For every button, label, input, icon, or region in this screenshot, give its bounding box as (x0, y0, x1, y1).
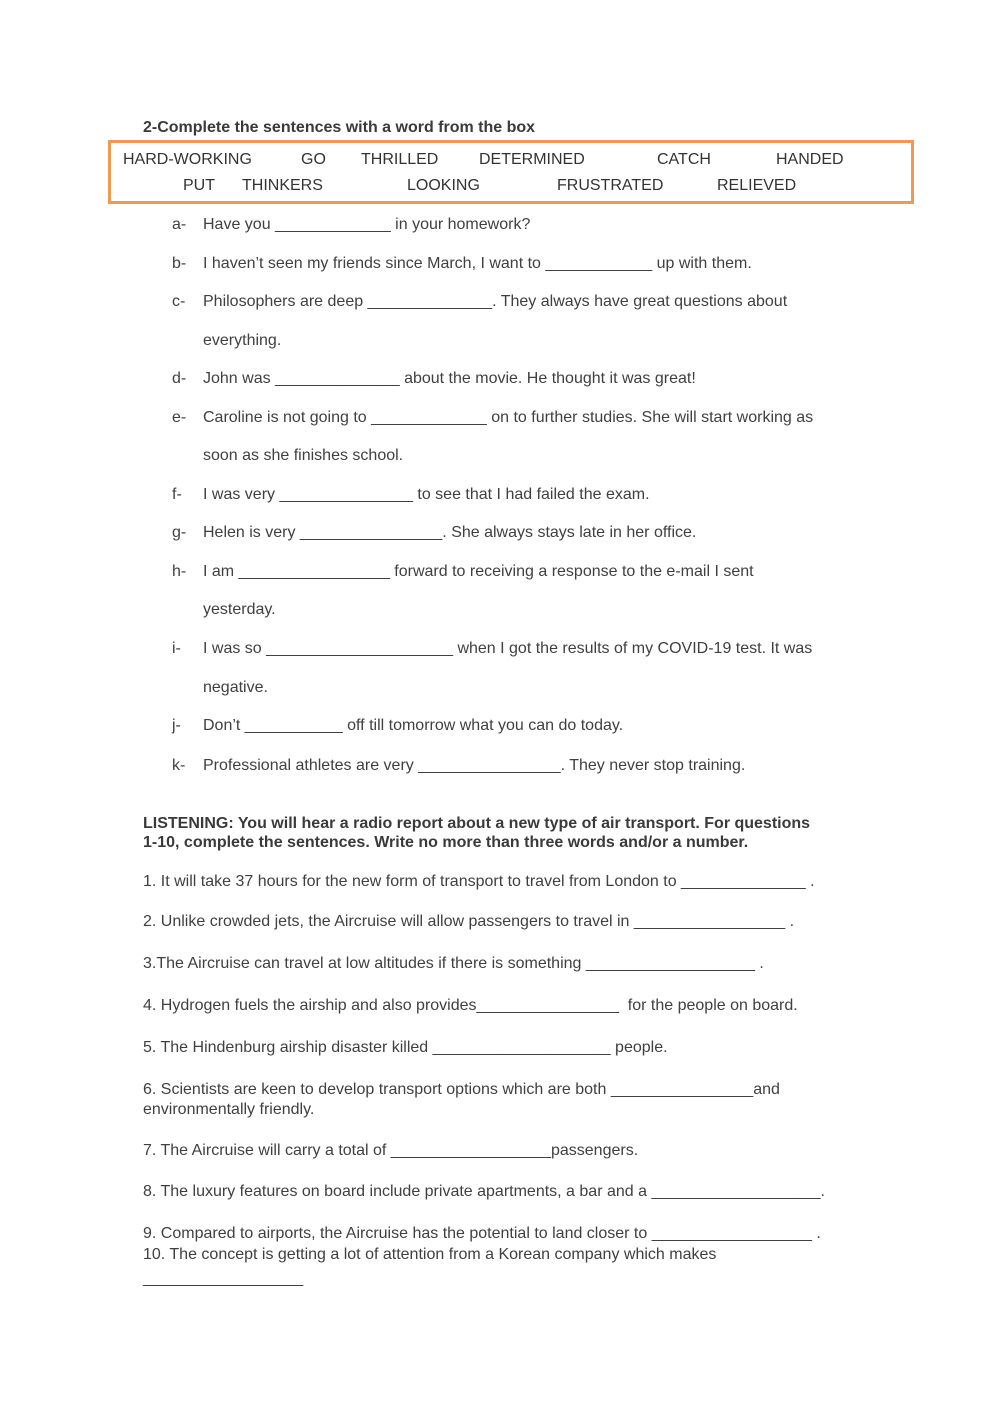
sentence-letter: e- (172, 409, 187, 426)
sentence-continuation: yesterday. (203, 601, 276, 618)
sentence-continuation: negative. (203, 679, 268, 696)
word-go: GO (301, 151, 326, 168)
listening-question: 3.The Aircruise can travel at low altitudes if there is something ___________________ . (143, 955, 764, 972)
word-frustrated: FRUSTRATED (557, 177, 664, 194)
listening-question: 7. The Aircruise will carry a total of __________________passengers. (143, 1142, 639, 1159)
listening-title-line1: LISTENING: You will hear a radio report about a new type of air transport. For questions (143, 815, 811, 832)
sentence-text: Helen is very ________________. She always stays late in her office. (203, 524, 697, 541)
word-looking: LOOKING (407, 177, 480, 194)
listening-title-line2: 1-10, complete the sentences. Write no more than three words and/or a number. (143, 834, 749, 851)
sentence-text: Caroline is not going to _____________ on to further studies. She will start working as (203, 409, 814, 426)
listening-question: 8. The luxury features on board include private apartments, a bar and a ___________________. (143, 1183, 825, 1200)
listening-question: 6. Scientists are keen to develop transport options which are both ________________and (143, 1081, 780, 1098)
sentence-text: John was ______________ about the movie. He thought it was great! (203, 370, 696, 387)
sentence-letter: d- (172, 370, 187, 387)
sentence-letter: j- (172, 717, 181, 734)
sentence-text: I am _________________ forward to receiving a response to the e-mail I sent (203, 563, 754, 580)
listening-question: 10. The concept is getting a lot of attention from a Korean company which makes (143, 1246, 717, 1263)
sentence-letter: b- (172, 255, 187, 272)
sentence-continuation: soon as she finishes school. (203, 447, 404, 464)
listening-question-continuation: environmentally friendly. (143, 1101, 315, 1118)
sentence-text: Don’t ___________ off till tomorrow what you can do today. (203, 717, 624, 734)
sentence-text: I haven’t seen my friends since March, I want to ____________ up with them. (203, 255, 752, 272)
sentence-letter: c- (172, 293, 186, 310)
word-determined: DETERMINED (479, 151, 585, 168)
sentence-continuation: everything. (203, 332, 282, 349)
sentence-letter: h- (172, 563, 187, 580)
word-handed: HANDED (776, 151, 844, 168)
listening-question: 5. The Hindenburg airship disaster killed ____________________ people. (143, 1039, 668, 1056)
sentence-letter: k- (172, 757, 186, 774)
sentence-letter: i- (172, 640, 181, 657)
word-relieved: RELIEVED (717, 177, 797, 194)
word-thinkers: THINKERS (242, 177, 323, 194)
word-thrilled: THRILLED (361, 151, 439, 168)
sentence-text: I was very _______________ to see that I had failed the exam. (203, 486, 650, 503)
sentence-letter: f- (172, 486, 182, 503)
word-catch: CATCH (657, 151, 711, 168)
listening-question: 4. Hydrogen fuels the airship and also provides________________ for the people on board. (143, 997, 798, 1014)
sentence-text: I was so _____________________ when I got the results of my COVID-19 test. It was (203, 640, 813, 657)
sentence-letter: g- (172, 524, 187, 541)
section2-title: 2-Complete the sentences with a word from the box (143, 119, 536, 136)
listening-question: 2. Unlike crowded jets, the Aircruise will allow passengers to travel in _________________ . (143, 913, 795, 930)
word-box (108, 140, 914, 204)
word-hard-working: HARD-WORKING (123, 151, 252, 168)
sentence-text: Have you _____________ in your homework? (203, 216, 531, 233)
listening-question: 1. It will take 37 hours for the new form of transport to travel from London to ______________ . (143, 873, 815, 890)
sentence-letter: a- (172, 216, 187, 233)
sentence-text: Philosophers are deep ______________. They always have great questions about (203, 293, 788, 310)
word-put: PUT (183, 177, 215, 194)
listening-question-continuation: __________________ (143, 1270, 304, 1287)
listening-question: 9. Compared to airports, the Aircruise has the potential to land closer to __________________ . (143, 1225, 821, 1242)
sentence-text: Professional athletes are very ________________. They never stop training. (203, 757, 746, 774)
